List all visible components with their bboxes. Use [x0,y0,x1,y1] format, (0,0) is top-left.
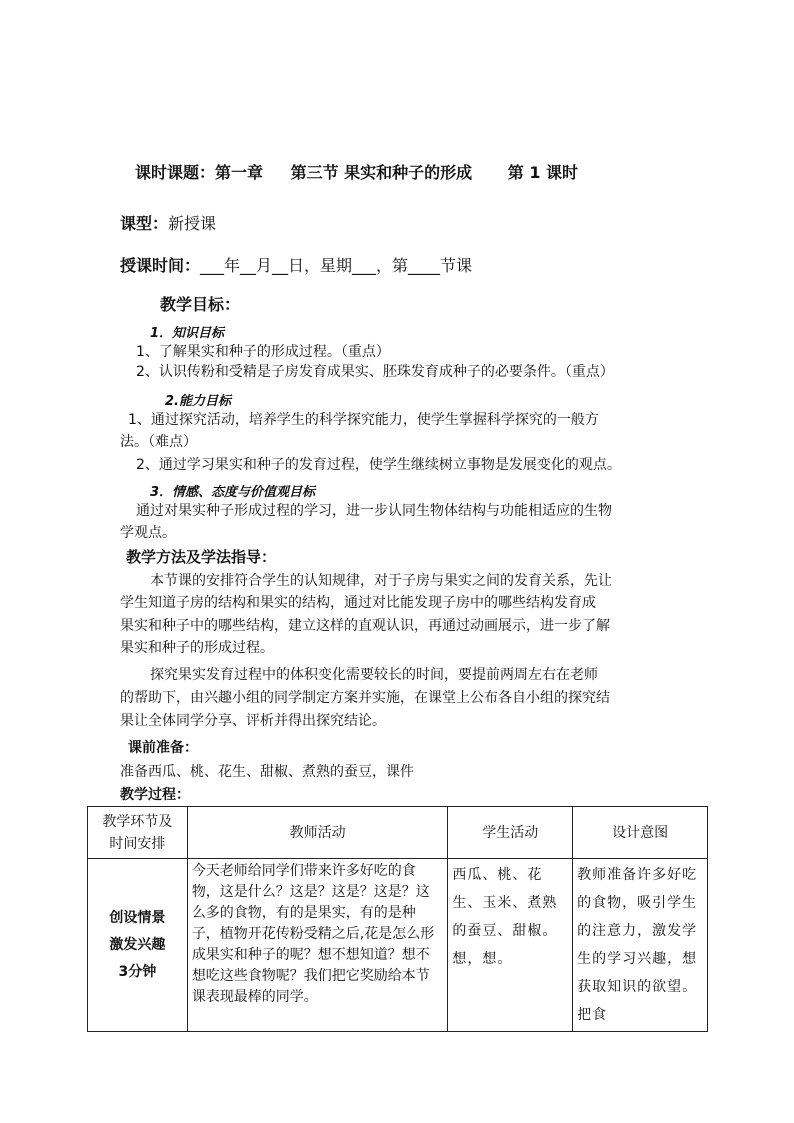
stage-line-1: 创设情景 [109,909,166,926]
lesson-time-label: 授课时间： [120,256,201,275]
header-teacher-activity: 教师活动 [187,807,448,859]
student-activity-text: 西瓜、桃、花生、玉米、煮熟的蚕豆、甜椒。想，想。 [452,867,558,967]
goals-heading: 教学目标： [160,295,241,314]
process-heading: 教学过程： [120,787,190,803]
title-chapter: 第一章 [215,163,264,182]
design-purpose-cell [573,859,708,1032]
stage-line-3: 3分钟 [118,963,157,980]
process-table [87,806,708,1032]
stage-line-2: 激发兴趣 [109,936,166,953]
header-design-purpose: 设计意图 [573,807,708,859]
ability-goal-item-1-cont: 法。（难点） [120,434,197,450]
table-header-row [88,807,708,859]
title-period: 第 1 课时 [507,163,579,182]
header-stage-line-2: 时间安排 [109,835,166,852]
header-stage-line-1: 教学环节及 [102,813,173,830]
title-label: 课时课题： [135,163,216,182]
lesson-time-value: ___年__月__日，星期___，第____节课 [200,256,473,275]
methods-para1-line4: 果实和种子的形成过程。 [120,640,274,656]
preparation-heading: 课前准备： [128,740,198,756]
header-stage [88,807,188,859]
methods-para1-line3: 果实和种子中的哪些结构，建立这样的直观认识，再通过动画展示，进一步了解 [120,618,610,634]
stage-cell [88,859,188,1032]
methods-para2-line1: 探究果实发育过程中的体积变化需要较长的时间，要提前两周左右在老师 [150,667,598,683]
lesson-time [120,253,472,276]
attitude-goal-line-1: 通过对果实种子形成过程的学习，进一步认同生物体结构与功能相适应的生物 [136,503,612,519]
ability-goal-title: 2.能力目标 [165,394,231,409]
lesson-type [120,211,216,234]
knowledge-goal-item-1: 1、了解果实和种子的形成过程。（重点） [136,344,390,360]
attitude-goal-line-2: 学观点。 [120,525,176,541]
lesson-title [135,160,578,183]
teacher-activity-cell [187,859,448,1032]
teacher-activity-text: 今天老师给同学们带来许多好吃的食物，这是什么？这是？这是？这是？这么多的食物，有的是果实，有的是种子，植物开花传粉受精之后,花是怎么形成果实和种子的呢？想不想知道？想不想吃这些食物呢？我们把它奖励给本节课表现最棒的同学。 [191,863,435,1005]
attitude-goal-title: 3．情感、态度与价值观目标 [150,485,316,500]
title-section: 第三节 果实和种子的形成 [290,163,473,182]
table-row [88,859,708,1032]
lesson-type-label: 课型： [120,214,169,233]
design-purpose-text: 教师准备许多好吃的食物，吸引学生的注意力，激发学生的学习兴趣，想获取知识的欲望。把食 [577,867,698,1023]
lesson-type-value: 新授课 [168,214,217,233]
methods-para2-line2: 的帮助下，由兴趣小组的同学制定方案并实施，在课堂上公布各自小组的探究结 [120,690,610,706]
header-student-activity: 学生活动 [448,807,573,859]
methods-para1-line2: 学生知道子房的结构和果实的结构，通过对比能发现子房中的哪些结构发育成 [120,595,596,611]
methods-heading: 教学方法及学法指导： [126,548,277,566]
methods-para1-line1: 本节课的安排符合学生的认知规律，对于子房与果实之间的发育关系，先让 [150,573,612,589]
student-activity-cell [448,859,573,1032]
ability-goal-item-2: 2、通过学习果实和种子的发育过程，使学生继续树立事物是发展变化的观点。 [136,457,621,473]
knowledge-goal-title: 1．知识目标 [150,326,225,341]
preparation-content: 准备西瓜、桃、花生、甜椒、煮熟的蚕豆，课件 [120,764,414,780]
ability-goal-item-1: 1、通过探究活动，培养学生的科学探究能力，使学生掌握科学探究的一般方 [128,412,599,428]
methods-para2-line3: 果让全体同学分享、评析并得出探究结论。 [120,713,386,729]
knowledge-goal-item-2: 2、认识传粉和受精是子房发育成果实、胚珠发育成种子的必要条件。（重点） [136,364,614,380]
